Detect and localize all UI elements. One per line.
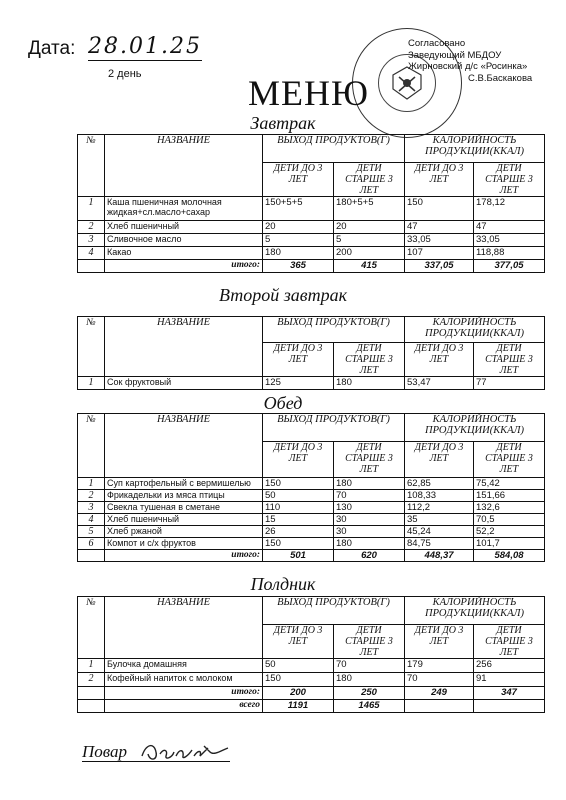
grand-total-label: всего bbox=[105, 700, 263, 713]
output-under3: 50 bbox=[263, 659, 334, 673]
col-under3: ДЕТИ ДО 3 ЛЕТ bbox=[405, 343, 474, 377]
calories-over3: 77 bbox=[474, 377, 545, 390]
row-num: 2 bbox=[78, 221, 105, 234]
row-num: 2 bbox=[78, 490, 105, 502]
col-under3: ДЕТИ ДО 3 ЛЕТ bbox=[263, 163, 334, 197]
calories-over3: 70,5 bbox=[474, 514, 545, 526]
row-num: 1 bbox=[78, 197, 105, 221]
col-over3: ДЕТИ СТАРШЕ 3 ЛЕТ bbox=[474, 343, 545, 377]
dish-name: Каша пшеничная молочная жидкая+сл.масло+сахар bbox=[105, 197, 263, 221]
col-name: НАЗВАНИЕ bbox=[105, 317, 263, 377]
col-over3: ДЕТИ СТАРШЕ 3 ЛЕТ bbox=[334, 442, 405, 478]
output-under3: 180 bbox=[263, 247, 334, 260]
approval-line: Согласовано bbox=[408, 38, 466, 49]
row-num: 4 bbox=[78, 514, 105, 526]
section-title-lunch: Обед bbox=[263, 393, 303, 413]
calories-over3: 178,12 bbox=[474, 197, 545, 221]
snack-table bbox=[77, 596, 545, 713]
date-value: 28.01.25 bbox=[88, 34, 202, 59]
section-title-breakfast: Завтрак bbox=[250, 113, 316, 133]
calories-over3: 52,2 bbox=[474, 526, 545, 538]
col-calories: КАЛОРИЙНОСТЬ ПРОДУКЦИИ(ККАЛ) bbox=[405, 414, 545, 442]
table-row bbox=[78, 490, 545, 502]
col-num: № bbox=[78, 135, 105, 197]
output-over3: 30 bbox=[334, 514, 405, 526]
table-row bbox=[78, 659, 545, 673]
calories-over3: 132,6 bbox=[474, 502, 545, 514]
table-row bbox=[78, 502, 545, 514]
calories-under3: 107 bbox=[405, 247, 474, 260]
dish-name: Суп картофельный с вермишелью bbox=[105, 478, 263, 490]
output-under3: 5 bbox=[263, 234, 334, 247]
output-under3: 50 bbox=[263, 490, 334, 502]
approval-block bbox=[408, 38, 532, 84]
row-num: 1 bbox=[78, 377, 105, 390]
output-under3: 110 bbox=[263, 502, 334, 514]
dish-name: Хлеб пшеничный bbox=[105, 514, 263, 526]
col-under3: ДЕТИ ДО 3 ЛЕТ bbox=[405, 625, 474, 659]
col-over3: ДЕТИ СТАРШЕ 3 ЛЕТ bbox=[474, 442, 545, 478]
output-under3: 150 bbox=[263, 538, 334, 550]
output-under3: 150+5+5 bbox=[263, 197, 334, 221]
output-over3: 180 bbox=[334, 377, 405, 390]
col-over3: ДЕТИ СТАРШЕ 3 ЛЕТ bbox=[334, 343, 405, 377]
col-over3: ДЕТИ СТАРШЕ 3 ЛЕТ bbox=[334, 625, 405, 659]
breakfast-table bbox=[77, 134, 545, 273]
col-output: ВЫХОД ПРОДУКТОВ(Г) bbox=[263, 317, 405, 343]
calories-under3: 70 bbox=[405, 673, 474, 687]
table-row bbox=[78, 197, 545, 221]
row-num: 4 bbox=[78, 247, 105, 260]
calories-over3: 101,7 bbox=[474, 538, 545, 550]
grand-total-calories-over3 bbox=[474, 700, 545, 713]
output-under3: 20 bbox=[263, 221, 334, 234]
output-under3: 15 bbox=[263, 514, 334, 526]
total-label: итого: bbox=[105, 260, 263, 273]
calories-under3: 35 bbox=[405, 514, 474, 526]
output-over3: 130 bbox=[334, 502, 405, 514]
total-row bbox=[78, 687, 545, 700]
col-name: НАЗВАНИЕ bbox=[105, 135, 263, 197]
row-num: 3 bbox=[78, 502, 105, 514]
date-label: Дата: bbox=[28, 38, 76, 59]
dish-name: Компот и с/х фруктов bbox=[105, 538, 263, 550]
col-num: № bbox=[78, 597, 105, 659]
table-row bbox=[78, 377, 545, 390]
row-num: 2 bbox=[78, 673, 105, 687]
output-over3: 180 bbox=[334, 478, 405, 490]
grand-total-output-under3: 1191 bbox=[263, 700, 334, 713]
total-calories-under3: 337,05 bbox=[405, 260, 474, 273]
table-row bbox=[78, 514, 545, 526]
col-under3: ДЕТИ ДО 3 ЛЕТ bbox=[263, 625, 334, 659]
total-calories-over3: 347 bbox=[474, 687, 545, 700]
total-output-under3: 501 bbox=[263, 550, 334, 562]
col-calories: КАЛОРИЙНОСТЬ ПРОДУКЦИИ(ККАЛ) bbox=[405, 135, 545, 163]
total-output-over3: 250 bbox=[334, 687, 405, 700]
approval-line: Заведующий МБДОУ bbox=[408, 49, 502, 61]
col-calories: КАЛОРИЙНОСТЬ ПРОДУКЦИИ(ККАЛ) bbox=[405, 597, 545, 625]
col-under3: ДЕТИ ДО 3 ЛЕТ bbox=[405, 442, 474, 478]
col-output: ВЫХОД ПРОДУКТОВ(Г) bbox=[263, 135, 405, 163]
output-over3: 200 bbox=[334, 247, 405, 260]
col-output: ВЫХОД ПРОДУКТОВ(Г) bbox=[263, 597, 405, 625]
day-number: 2 день bbox=[108, 68, 142, 80]
table-row bbox=[78, 247, 545, 260]
calories-over3: 151,66 bbox=[474, 490, 545, 502]
total-label: итого: bbox=[105, 550, 263, 562]
calories-over3: 91 bbox=[474, 673, 545, 687]
row-num: 3 bbox=[78, 234, 105, 247]
calories-under3: 84,75 bbox=[405, 538, 474, 550]
calories-under3: 112,2 bbox=[405, 502, 474, 514]
output-over3: 5 bbox=[334, 234, 405, 247]
col-under3: ДЕТИ ДО 3 ЛЕТ bbox=[263, 343, 334, 377]
dish-name: Сок фруктовый bbox=[105, 377, 263, 390]
col-calories: КАЛОРИЙНОСТЬ ПРОДУКЦИИ(ККАЛ) bbox=[405, 317, 545, 343]
dish-name: Какао bbox=[105, 247, 263, 260]
grand-total-row bbox=[78, 700, 545, 713]
total-calories-under3: 249 bbox=[405, 687, 474, 700]
table-row bbox=[78, 538, 545, 550]
row-num: 5 bbox=[78, 526, 105, 538]
col-over3: ДЕТИ СТАРШЕ 3 ЛЕТ bbox=[474, 163, 545, 197]
calories-under3: 150 bbox=[405, 197, 474, 221]
calories-under3: 33,05 bbox=[405, 234, 474, 247]
total-calories-over3: 377,05 bbox=[474, 260, 545, 273]
page-title: МЕНЮ bbox=[248, 73, 369, 113]
total-output-over3: 620 bbox=[334, 550, 405, 562]
grand-total-output-over3: 1465 bbox=[334, 700, 405, 713]
output-over3: 30 bbox=[334, 526, 405, 538]
output-under3: 125 bbox=[263, 377, 334, 390]
dish-name: Хлеб ржаной bbox=[105, 526, 263, 538]
output-over3: 20 bbox=[334, 221, 405, 234]
output-over3: 180+5+5 bbox=[334, 197, 405, 221]
table-row bbox=[78, 673, 545, 687]
table-row bbox=[78, 478, 545, 490]
dish-name: Булочка домашняя bbox=[105, 659, 263, 673]
section-title-second-breakfast: Второй завтрак bbox=[219, 285, 347, 305]
total-row bbox=[78, 550, 545, 562]
dish-name: Сливочное масло bbox=[105, 234, 263, 247]
col-num: № bbox=[78, 414, 105, 478]
output-over3: 180 bbox=[334, 538, 405, 550]
total-calories-under3: 448,37 bbox=[405, 550, 474, 562]
lunch-table bbox=[77, 413, 545, 562]
dish-name: Кофейный напиток с молоком bbox=[105, 673, 263, 687]
col-name: НАЗВАНИЕ bbox=[105, 597, 263, 659]
output-under3: 150 bbox=[263, 478, 334, 490]
col-num: № bbox=[78, 317, 105, 377]
output-under3: 26 bbox=[263, 526, 334, 538]
row-num: 1 bbox=[78, 659, 105, 673]
table-row bbox=[78, 526, 545, 538]
dish-name: Фрикадельки из мяса птицы bbox=[105, 490, 263, 502]
col-over3: ДЕТИ СТАРШЕ 3 ЛЕТ bbox=[334, 163, 405, 197]
calories-over3: 47 bbox=[474, 221, 545, 234]
calories-under3: 53,47 bbox=[405, 377, 474, 390]
col-name: НАЗВАНИЕ bbox=[105, 414, 263, 478]
section-title-snack: Полдник bbox=[250, 574, 316, 594]
calories-under3: 47 bbox=[405, 221, 474, 234]
dish-name: Свекла тушеная в сметане bbox=[105, 502, 263, 514]
output-over3: 70 bbox=[334, 659, 405, 673]
dish-name: Хлеб пшеничный bbox=[105, 221, 263, 234]
total-output-under3: 365 bbox=[263, 260, 334, 273]
approval-line: С.В.Баскакова bbox=[468, 72, 533, 84]
total-output-over3: 415 bbox=[334, 260, 405, 273]
calories-under3: 179 bbox=[405, 659, 474, 673]
second-breakfast-table bbox=[77, 316, 545, 390]
total-label: итого: bbox=[105, 687, 263, 700]
output-over3: 70 bbox=[334, 490, 405, 502]
row-num: 1 bbox=[78, 478, 105, 490]
table-row bbox=[78, 234, 545, 247]
col-output: ВЫХОД ПРОДУКТОВ(Г) bbox=[263, 414, 405, 442]
col-under3: ДЕТИ ДО 3 ЛЕТ bbox=[405, 163, 474, 197]
calories-under3: 108,33 bbox=[405, 490, 474, 502]
calories-under3: 45,24 bbox=[405, 526, 474, 538]
calories-over3: 118,88 bbox=[474, 247, 545, 260]
row-num: 6 bbox=[78, 538, 105, 550]
approval-line: Жирновский д/с «Росинка» bbox=[408, 61, 528, 72]
output-under3: 150 bbox=[263, 673, 334, 687]
col-over3: ДЕТИ СТАРШЕ 3 ЛЕТ bbox=[474, 625, 545, 659]
total-calories-over3: 584,08 bbox=[474, 550, 545, 562]
grand-total-calories-under3 bbox=[405, 700, 474, 713]
output-over3: 180 bbox=[334, 673, 405, 687]
calories-under3: 62,85 bbox=[405, 478, 474, 490]
table-row bbox=[78, 221, 545, 234]
calories-over3: 33,05 bbox=[474, 234, 545, 247]
calories-over3: 256 bbox=[474, 659, 545, 673]
total-row bbox=[78, 260, 545, 273]
cook-label: Повар bbox=[82, 742, 128, 761]
col-under3: ДЕТИ ДО 3 ЛЕТ bbox=[263, 442, 334, 478]
total-output-under3: 200 bbox=[263, 687, 334, 700]
signature-icon bbox=[138, 738, 233, 766]
calories-over3: 75,42 bbox=[474, 478, 545, 490]
